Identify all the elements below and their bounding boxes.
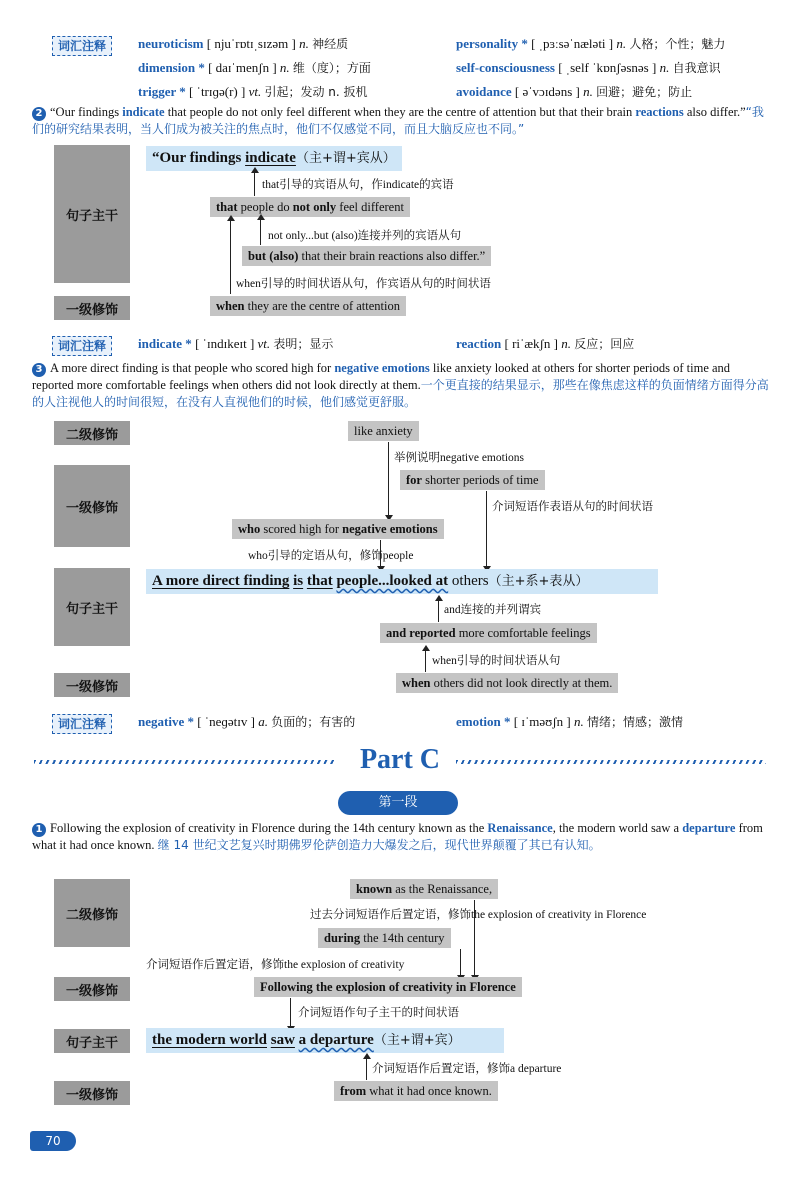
arrow [388,442,389,516]
vocab-label: 词汇注释 [52,36,112,56]
vocab-entry: avoidance [ əˈvɔɪdəns ] n. 回避；避免；防止 [456,84,693,99]
note: 举例说明negative emotions [394,452,524,464]
label-main-clause: 句子主干 [54,1029,130,1053]
vocab-entry: emotion * [ ɪˈməʊʃn ] n. 情绪；情感；激情 [456,714,683,729]
vocab-entry: self-consciousness [ ˌself ˈkɒnʃəsnəs ] n. 自我意识 [456,60,721,75]
part-title: Part C [359,744,441,775]
following-box: Following the explosion of creativity in Florence [254,977,522,997]
vocab-entry: trigger * [ ˈtrɪɡə(r) ] vt. 引起；发动 n. 扳机 [138,84,368,99]
note: when引导的时间状语从句，作宾语从句的时间状语 [236,278,491,290]
sentence-2: 2 “Our findings indicate that people do not only feel different when they are the centre of attention but that their brain reactions also differ.”“我们的研究结果表明，当人们成为被关注的焦点时，他们不仅感觉不同，而且大脑反应也不同。” [32,105,764,136]
during-box: during the 14th century [318,928,451,948]
like-box: like anxiety [348,421,419,441]
label-modifier-1: 一级修饰 [54,465,130,547]
vocab-entry: reaction [ riˈækʃn ] n. 反应；回应 [456,336,635,351]
label-modifier-2: 二级修饰 [54,421,130,445]
note: and连接的并列谓宾 [444,604,542,616]
note: 介词短语作句子主干的时间状语 [298,1007,459,1019]
for-box: for shorter periods of time [400,470,545,490]
arrow [230,220,231,294]
vocab-label: 词汇注释 [52,336,112,356]
label-modifier-1: 一级修饰 [54,673,130,697]
paragraph-pill: 第一段 [338,791,458,815]
arrow [366,1058,367,1080]
arrow [425,650,426,672]
label-main-clause: 句子主干 [54,568,130,646]
note: 介词短语作后置定语，修饰the explosion of creativity [146,959,405,971]
main-clause-box: A more direct finding is that people...looked at others（主+系+表从） [146,569,658,594]
label-main-clause: 句子主干 [54,145,130,283]
vocab-entry: personality * [ ˌpɜːsəˈnæləti ] n. 人格；个性；魅力 [456,36,726,51]
vocab-entry: neuroticism [ njuˈrɒtɪˌsɪzəm ] n. 神经质 [138,36,349,51]
arrow [290,998,291,1027]
arrow [438,600,439,622]
when-clause-box: when they are the centre of attention [210,296,406,316]
note: who引导的定语从句，修饰people [248,550,414,562]
note: not only...but (also)连接并列的宾语从句 [268,230,462,242]
that-clause-box: that people do not only feel different [210,197,410,217]
label-modifier-2: 二级修饰 [54,879,130,947]
note: that引导的宾语从句，作indicate的宾语 [262,179,454,191]
divider-right [456,760,766,764]
sentence-c1: 1 Following the explosion of creativity in Florence during the 14th century known as the Renaissance, the modern world saw a departure from what it had once known. 继 14 世纪文艺复兴时期佛罗伦萨创造力大爆发之后，现代世界颠覆了其已有认知。 [32,821,763,852]
note: 介词短语作后置定语，修饰a departure [372,1063,562,1075]
main-clause-box: “Our findings indicate（主+谓+宾从） [146,146,402,171]
arrow [460,949,461,976]
sentence-3: 3 A more direct finding is that people who scored high for negative emotions like anxiety looked at others for shorter periods of time and reported more comfortable feelings when others did not look directly at them.一个更直接的结果显示，那些在像焦虑这样的负面情绪方面得分高的人注视他人的时间很短，在没有人直视他们的时候，他们感觉更舒服。 [32,361,769,409]
and-box: and reported more comfortable feelings [380,623,597,643]
note: 过去分词短语作后置定语，修饰the explosion of creativity in Florence [310,909,647,921]
arrow [486,491,487,567]
vocab-entry: negative * [ ˈneɡətɪv ] a. 负面的；有害的 [138,714,356,729]
vocab-entry: indicate * [ ˈɪndɪkeɪt ] vt. 表明；显示 [138,336,334,351]
from-box: from what it had once known. [334,1081,498,1101]
but-clause-box: but (also) that their brain reactions also differ.” [242,246,491,266]
arrow [254,172,255,196]
label-modifier-1: 一级修饰 [54,977,130,1001]
page-number: 70 [30,1131,76,1151]
who-box: who scored high for negative emotions [232,519,444,539]
label-modifier-1: 一级修饰 [54,296,130,320]
label-modifier-1: 一级修饰 [54,1081,130,1105]
main-clause-box: the modern world saw a departure（主+谓+宾） [146,1028,504,1053]
when-box: when others did not look directly at them. [396,673,618,693]
known-box: known as the Renaissance, [350,879,498,899]
note: when引导的时间状语从句 [432,655,561,667]
divider-left [34,760,334,764]
note: 介词短语作表语从句的时间状语 [492,501,653,513]
arrow [260,219,261,245]
vocab-entry: dimension * [ daɪˈmenʃn ] n. 维（度）；方面 [138,60,371,75]
vocab-label: 词汇注释 [52,714,112,734]
